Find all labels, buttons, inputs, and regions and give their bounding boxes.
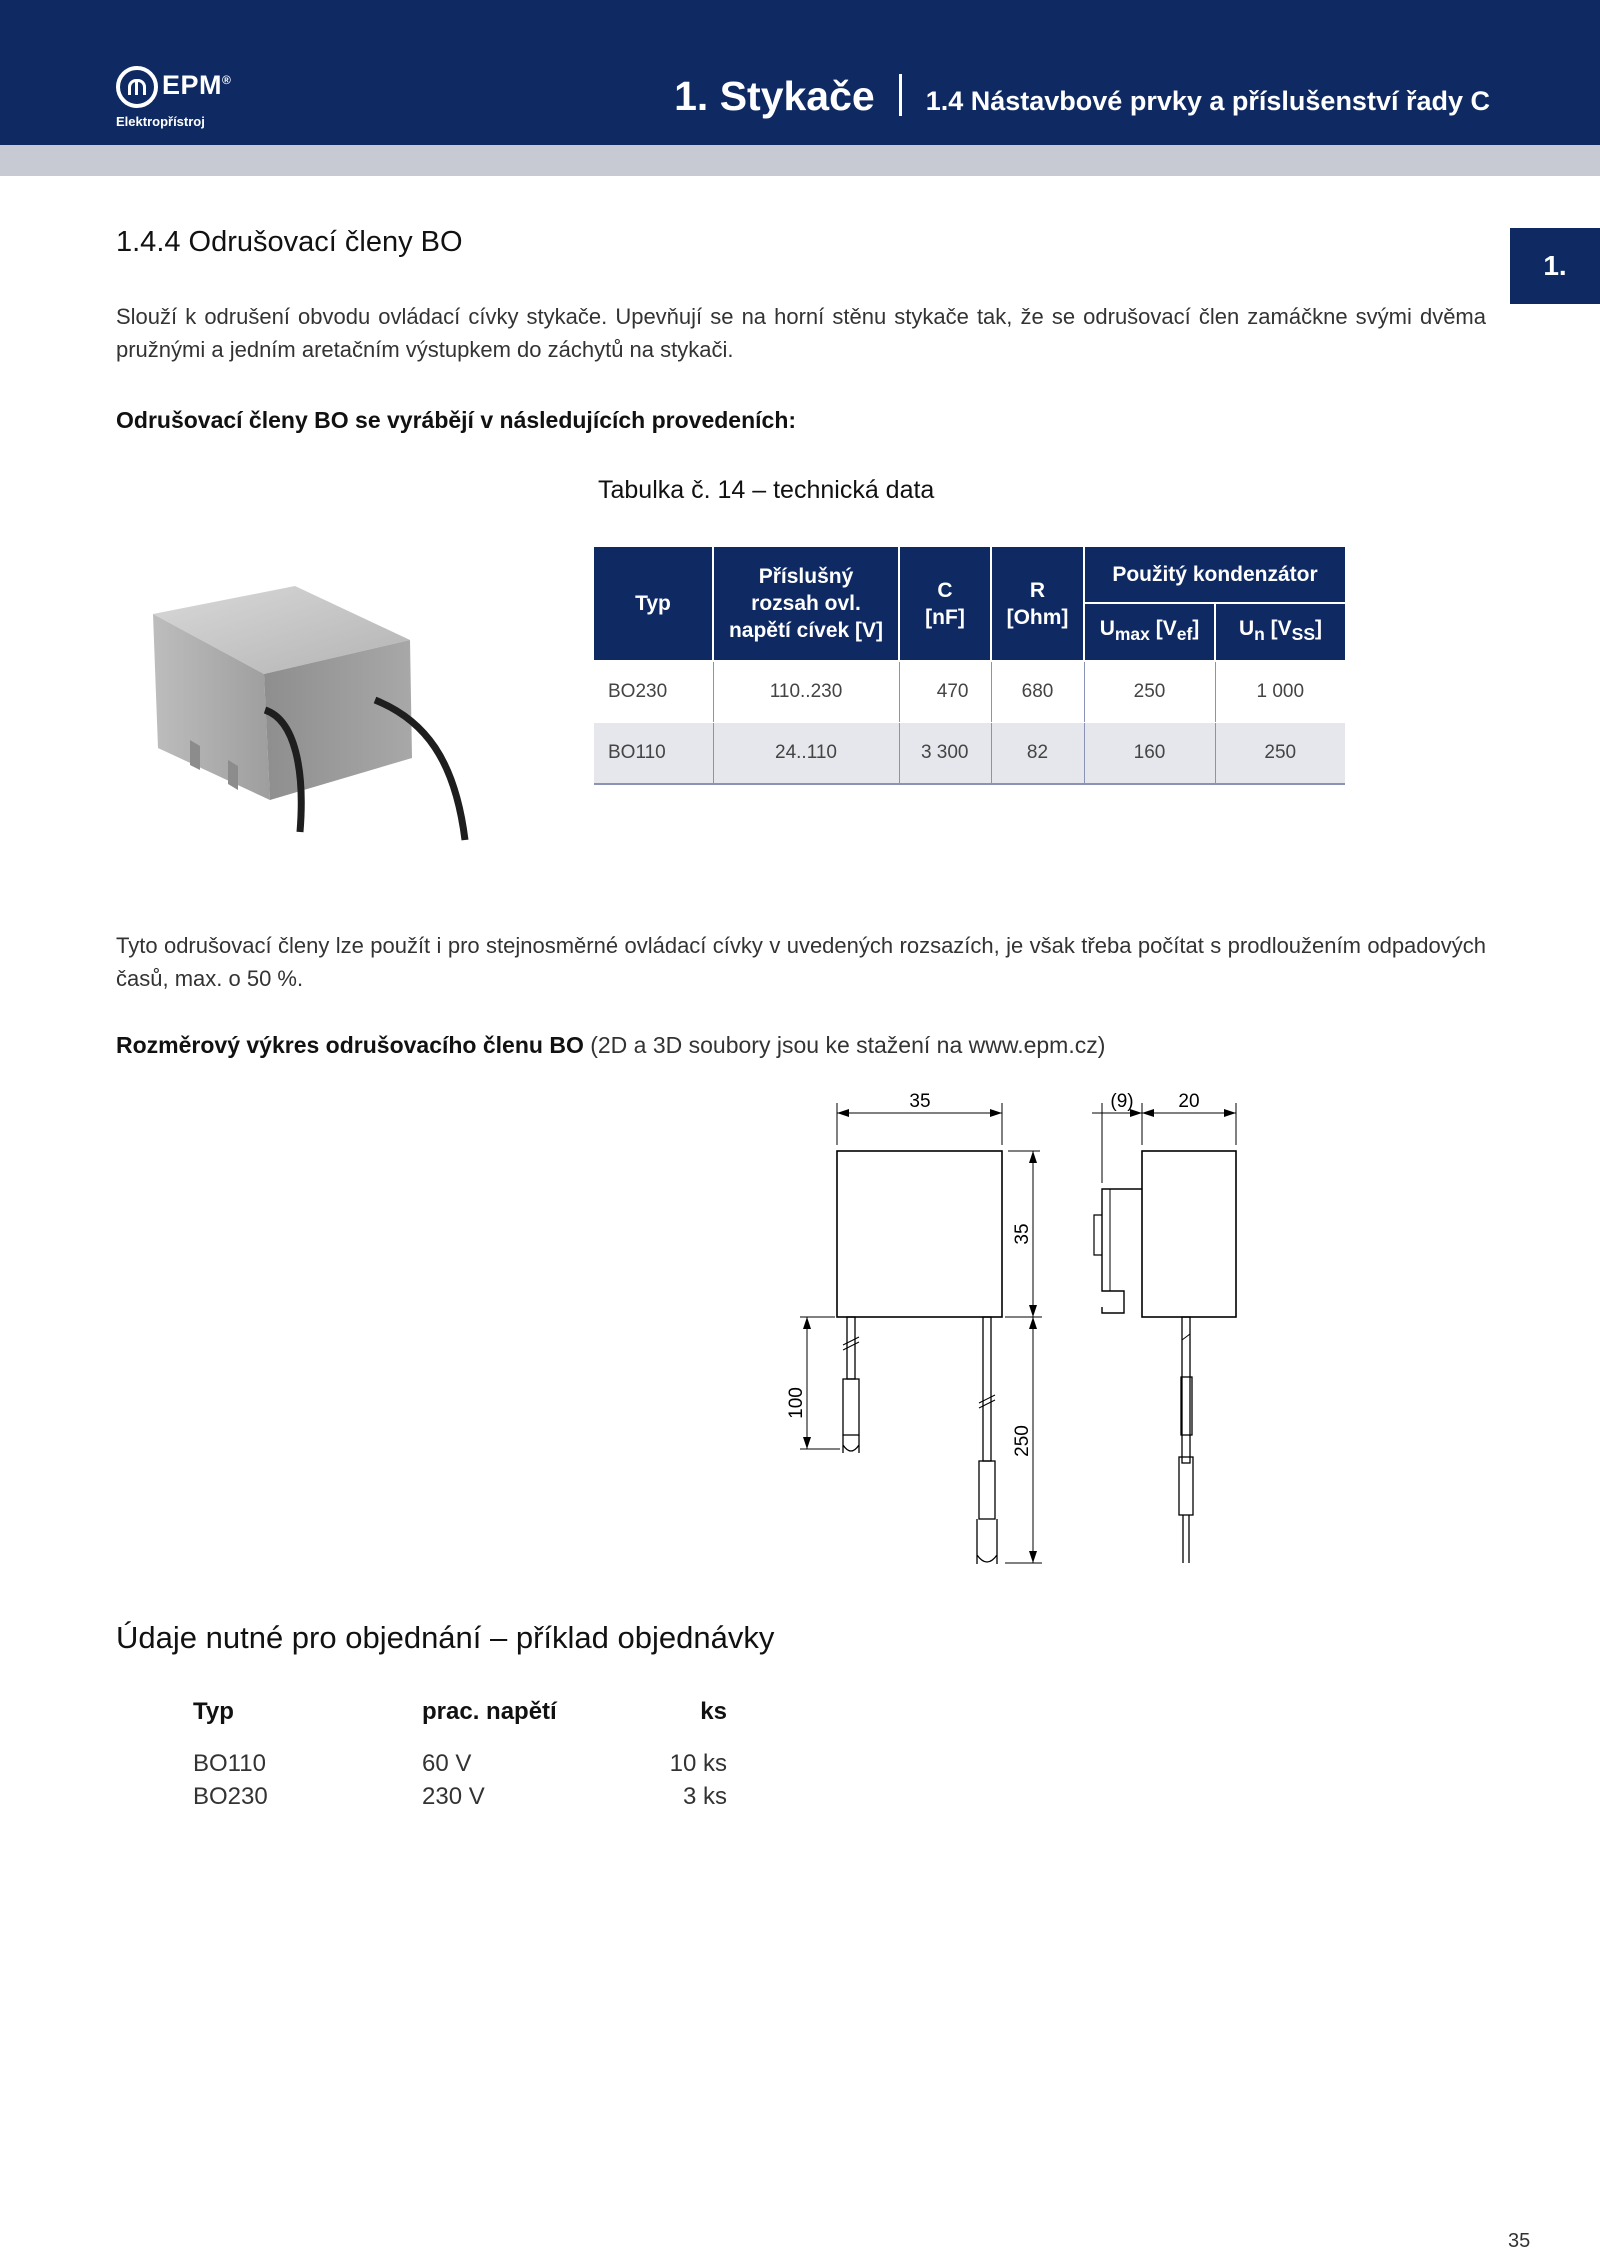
col-header-umax: $U_{max}$ $[V_{ef}]$ <box>1084 603 1215 661</box>
dim-side-width-label: 20 <box>1178 1091 1200 1112</box>
logo-subtitle: Elektropřístroj <box>116 114 205 129</box>
chapter-side-tab: 1. <box>1510 228 1600 304</box>
header-title <box>674 68 1490 120</box>
cell-typ: BO110 <box>594 723 713 785</box>
intro-paragraph: Slouží k odrušení obvodu ovládací cívky stykače. Upevňují se na horní stěnu stykače tak, že se odrušovací člen zamáčkne svými dvěma pružnými a jedním aretačním výstupkem do záchytů na stykači. <box>116 304 1486 362</box>
product-photo <box>140 570 500 870</box>
dim-width-label: 35 <box>909 1091 931 1112</box>
drawing-title: Rozměrový výkres odrušovacího členu BO (2D a 3D soubory jsou ke stažení na www.epm.cz) <box>116 1032 1106 1058</box>
dim-height-label: 35 <box>1012 1223 1033 1245</box>
cell-range: 110..230 <box>713 661 899 723</box>
order-cell-qty: 3 ks <box>682 1783 727 1810</box>
cell-range: 24..110 <box>713 723 899 785</box>
note-paragraph: Tyto odrušovací členy lze použít i pro stejnosměrné ovládací cívky v uvedených rozsazích, je však třeba počítat s prodloužením odpadových časů, max. o 50 %. <box>116 933 1486 991</box>
dim-side-offset-label: (9) <box>1110 1091 1134 1112</box>
col-header-range: Příslušný rozsah ovl. napětí cívek [V] <box>713 547 899 661</box>
cell-c: 470 <box>899 661 991 723</box>
order-cell-voltage: 230 V <box>422 1783 485 1810</box>
table-caption: Tabulka č. 14 – technická data <box>598 476 935 504</box>
technical-data-table <box>594 547 1345 785</box>
order-col-qty: ks <box>700 1698 727 1725</box>
cell-c: 3 300 <box>899 723 991 785</box>
cell-umax: 160 <box>1084 723 1215 785</box>
logo-text: EPM® <box>162 70 232 100</box>
order-col-typ: Typ <box>193 1698 234 1725</box>
col-header-r: R [Ohm] <box>991 547 1084 661</box>
title-separator <box>899 74 902 116</box>
cell-umax: 250 <box>1084 661 1215 723</box>
dimension-drawing <box>780 1085 1260 1575</box>
section-title: 1.4 Nástavbové prvky a příslušenství řady C <box>925 86 1490 116</box>
page-number: 35 <box>1508 2230 1531 2252</box>
col-header-un: $U_n$ $[V_{SS}]$ <box>1215 603 1345 661</box>
table-row <box>594 723 1345 785</box>
variants-title: Odrušovací členy BO se vyrábějí v následujících provedeních: <box>116 407 797 433</box>
order-cell-qty: 10 ks <box>669 1750 727 1777</box>
dim-lead-long-label: 250 <box>1012 1425 1033 1457</box>
cell-r: 680 <box>991 661 1084 723</box>
order-cell-typ: BO110 <box>193 1750 266 1777</box>
section-heading: 1.4.4 Odrušovací členy BO <box>116 226 463 258</box>
header-strip <box>0 145 1600 176</box>
epm-logo-icon <box>116 66 158 108</box>
cell-un: 250 <box>1215 723 1345 785</box>
order-cell-voltage: 60 V <box>422 1750 472 1777</box>
order-col-voltage: prac. napětí <box>422 1698 557 1725</box>
cell-typ: BO230 <box>594 661 713 723</box>
cell-un: 1 000 <box>1215 661 1345 723</box>
order-heading: Údaje nutné pro objednání – příklad objednávky <box>116 1620 775 1655</box>
col-header-capacitor: Použitý kondenzátor <box>1084 547 1345 603</box>
col-header-typ: Typ <box>594 547 713 661</box>
col-header-c: C [nF] <box>899 547 991 661</box>
chapter-title: 1. Stykače <box>674 73 875 119</box>
cell-r: 82 <box>991 723 1084 785</box>
order-cell-typ: BO230 <box>193 1783 268 1810</box>
dim-lead-short-label: 100 <box>786 1387 807 1419</box>
table-row <box>594 661 1345 723</box>
